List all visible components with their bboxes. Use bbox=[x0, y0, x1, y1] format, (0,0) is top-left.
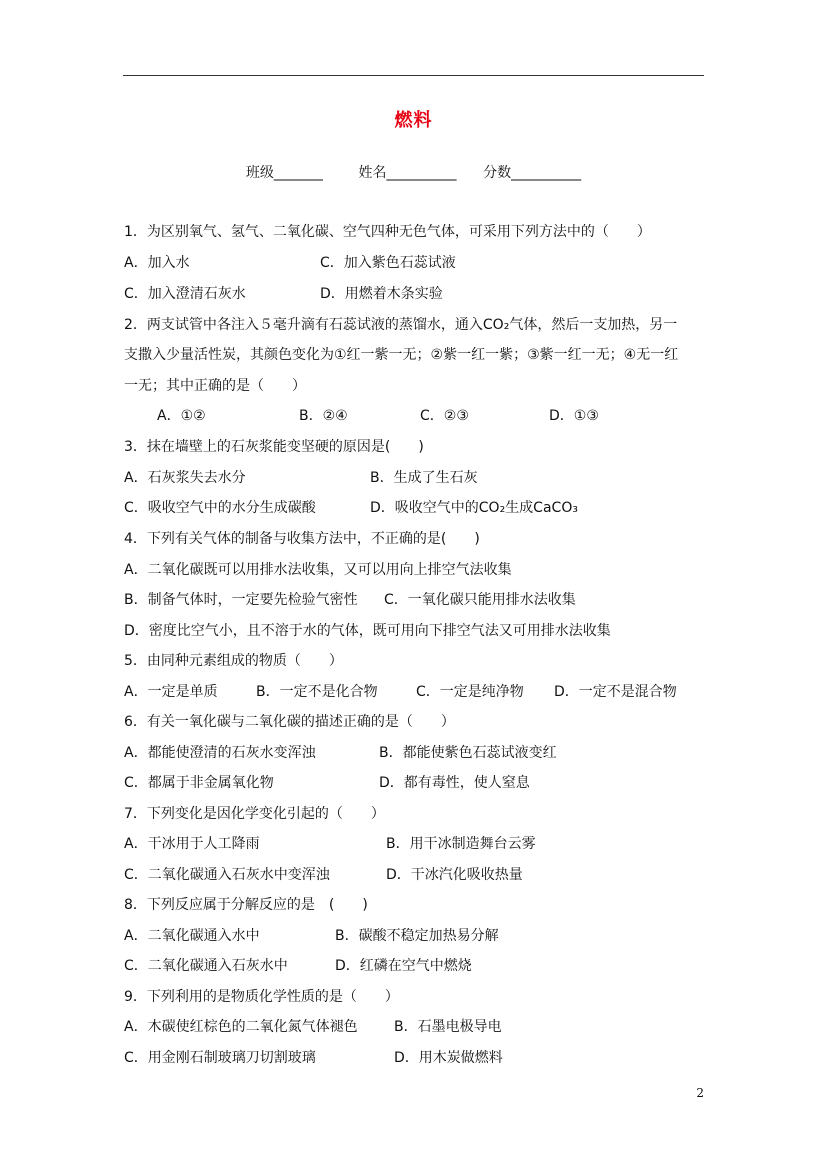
question-9-option-d: D．用木炭做燃料 bbox=[394, 1050, 503, 1066]
question-2-option-b: B．②④ bbox=[299, 408, 348, 424]
question-4-stem: 4．下列有关气体的制备与收集方法中，不正确的是( ) bbox=[124, 531, 480, 547]
student-info-line bbox=[0, 162, 827, 182]
question-9-option-a: A．木碳使红棕色的二氧化氮气体褪色 bbox=[124, 1019, 358, 1035]
question-9-option-b: B．石墨电极导电 bbox=[394, 1019, 502, 1035]
question-6-stem: 6．有关一氧化碳与二氧化碳的描述正确的是（ ） bbox=[124, 714, 455, 730]
header-rule bbox=[123, 75, 704, 76]
score-field: 分数__________ bbox=[483, 165, 582, 181]
question-4-option-b: B．制备气体时，一定要先检验气密性 bbox=[124, 592, 358, 608]
question-2-stem-line-2: 支撒入少量活性炭，其颜色变化为①红一紫一无；②紫一红一紫；③紫一红一无；④无一红 bbox=[124, 347, 679, 363]
question-5-option-c: C．一定是纯净物 bbox=[416, 684, 524, 700]
question-1-stem: 1．为区别氧气、氢气、二氧化碳、空气四种无色气体，可采用下列方法中的（ ） bbox=[124, 224, 651, 240]
question-1-option-c1: C．加入紫色石蕊试液 bbox=[320, 255, 456, 271]
question-2-stem-line-1: 2．两支试管中各注入５毫升滴有石蕊试液的蒸馏水，通入CO₂气体，然后一支加热，另一 bbox=[124, 317, 678, 333]
name-field: 姓名__________ bbox=[358, 165, 457, 181]
question-8-stem: 8．下列反应属于分解反应的是 ( ) bbox=[124, 897, 368, 913]
question-7-option-d: D．干冰汽化吸收热量 bbox=[386, 867, 523, 883]
question-7-option-c: C．二氧化碳通入石灰水中变浑浊 bbox=[124, 867, 330, 883]
question-1-option-c2: C．加入澄清石灰水 bbox=[124, 286, 246, 302]
question-2-option-c: C．②③ bbox=[420, 408, 469, 424]
question-4-option-a: A．二氧化碳既可以用排水法收集，又可以用向上排空气法收集 bbox=[124, 562, 512, 578]
question-6-option-b: B．都能使紫色石蕊试液变红 bbox=[379, 745, 557, 761]
question-3-option-d: D．吸收空气中的CO₂生成CaCO₃ bbox=[370, 500, 578, 516]
question-7-option-b: B．用干冰制造舞台云雾 bbox=[386, 836, 536, 852]
question-4-option-c: C．一氧化碳只能用排水法收集 bbox=[384, 592, 576, 608]
question-4-option-d: D．密度比空气小，且不溶于水的气体，既可用向下排空气法又可用排水法收集 bbox=[124, 623, 611, 639]
question-3-option-b: B．生成了生石灰 bbox=[370, 470, 478, 486]
question-9-stem: 9．下列利用的是物质化学性质的是（ ） bbox=[124, 989, 399, 1005]
question-5-stem: 5．由同种元素组成的物质（ ） bbox=[124, 653, 343, 669]
class-field: 班级_______ bbox=[245, 165, 323, 181]
question-9-option-c: C．用金刚石制玻璃刀切割玻璃 bbox=[124, 1050, 316, 1066]
question-8-option-c: C．二氧化碳通入石灰水中 bbox=[124, 958, 288, 974]
question-3-option-c: C．吸收空气中的水分生成碳酸 bbox=[124, 500, 316, 516]
question-3-stem: 3．抹在墙壁上的石灰浆能变坚硬的原因是( ) bbox=[124, 439, 424, 455]
page-title: 燃料 bbox=[394, 110, 433, 131]
question-3-option-a: A．石灰浆失去水分 bbox=[124, 470, 246, 486]
question-6-option-d: D．都有毒性，使人窒息 bbox=[379, 775, 530, 791]
question-6-option-c: C．都属于非金属氧化物 bbox=[124, 775, 274, 791]
question-8-option-a: A．二氧化碳通入水中 bbox=[124, 928, 260, 944]
question-5-option-d: D．一定不是混合物 bbox=[554, 684, 677, 700]
question-1-option-a: A．加入水 bbox=[124, 255, 190, 271]
question-1-option-d: D．用燃着木条实验 bbox=[320, 286, 443, 302]
question-2-option-a: A．①② bbox=[157, 408, 206, 424]
question-2-option-d: D．①③ bbox=[549, 408, 599, 424]
question-7-stem: 7．下列变化是因化学变化引起的（ ） bbox=[124, 806, 385, 822]
question-5-option-b: B．一定不是化合物 bbox=[256, 684, 378, 700]
question-5-option-a: A．一定是单质 bbox=[124, 684, 218, 700]
question-8-option-d: D．红磷在空气中燃烧 bbox=[335, 958, 472, 974]
page-number: 2 bbox=[696, 1086, 704, 1100]
question-2-stem-line-3: 一无；其中正确的是（ ） bbox=[124, 378, 306, 394]
question-8-option-b: B．碳酸不稳定加热易分解 bbox=[335, 928, 499, 944]
question-6-option-a: A．都能使澄清的石灰水变浑浊 bbox=[124, 745, 316, 761]
question-7-option-a: A．干冰用于人工降雨 bbox=[124, 836, 260, 852]
